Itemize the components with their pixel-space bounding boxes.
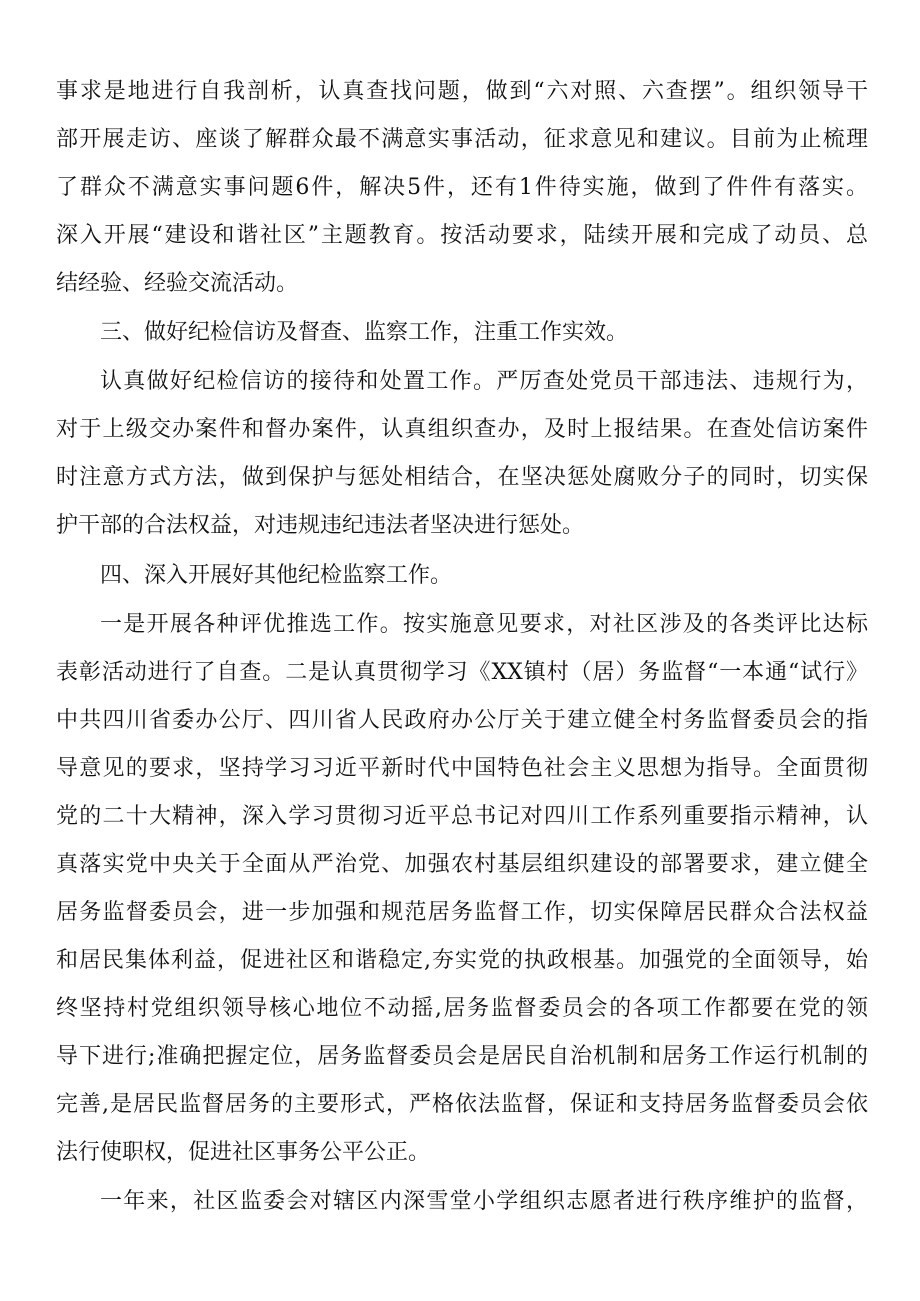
body-text-line: 结经验、经验交流活动。 <box>56 271 299 296</box>
body-text-line: 部开展走访、座谈了解群众最不满意实事活动，征求意见和建议。目前为止梳理 <box>56 127 868 152</box>
section-heading-3: 三、做好纪检信访及督查、监察工作，注重工作实效。 <box>100 320 629 345</box>
body-text-line: 法行使职权，促进社区事务公平公正。 <box>56 1140 431 1165</box>
body-text-line: 对于上级交办案件和督办案件，认真组织查办，及时上报结果。在查处信访案件 <box>56 417 868 442</box>
body-text-line: 和居民集体利益，促进社区和谐稳定,夯实党的执政根基。加强党的全面领导，始 <box>56 948 868 973</box>
body-text-line: 真落实党中央关于全面从严治党、加强农村基层组织建设的部署要求，建立健全 <box>56 852 868 877</box>
body-text-line: 居务监督委员会，进一步加强和规范居务监督工作，切实保障居民群众合法权益 <box>56 900 868 925</box>
body-text-line: 导下进行;准确把握定位，居务监督委员会是居民自治机制和居务工作运行机制的 <box>56 1044 868 1069</box>
body-text-line: 中共四川省委办公厅、四川省人民政府办公厅关于建立健全村务监督委员会的指 <box>56 708 868 733</box>
section-heading-4: 四、深入开展好其他纪检监察工作。 <box>100 563 453 588</box>
body-text-line: 时注意方式方法，做到保护与惩处相结合，在坚决惩处腐败分子的同时，切实保 <box>56 465 868 490</box>
body-text-line: 表彰活动进行了自查。二是认真贯彻学习《XX镇村（居）务监督“一本通“试行》 <box>56 660 868 685</box>
body-text-line: 护干部的合法权益，对违规违纪违法者坚决进行惩处。 <box>56 513 585 538</box>
body-text-line: 导意见的要求，坚持学习习近平新时代中国特色社会主义思想为指导。全面贯彻 <box>56 756 868 781</box>
body-text-line: 事求是地进行自我剖析，认真查找问题，做到“六对照、六查摆”。组织领导干 <box>56 79 868 104</box>
body-text-line: 终坚持村党组织领导核心地位不动摇,居务监督委员会的各项工作都要在党的领 <box>56 996 868 1021</box>
body-text-line: 一年来，社区监委会对辖区内深雪堂小学组织志愿者进行秩序维护的监督， <box>100 1189 868 1214</box>
body-text-line: 深入开展“建设和谐社区”主题教育。按活动要求，陆续开展和完成了动员、总 <box>56 223 868 248</box>
body-text-line: 认真做好纪检信访的接待和处置工作。严厉查处党员干部违法、违规行为， <box>100 369 868 394</box>
body-text-line: 一是开展各种评优推选工作。按实施意见要求，对社区涉及的各类评比达标 <box>100 612 868 637</box>
body-text-line: 完善,是居民监督居务的主要形式，严格依法监督，保证和支持居务监督委员会依 <box>56 1092 868 1117</box>
body-text-line: 党的二十大精神，深入学习贯彻习近平总书记对四川工作系列重要指示精神，认 <box>56 804 868 829</box>
body-text-line: 了群众不满意实事问题6件，解决5件，还有1件待实施，做到了件件有落实。 <box>56 175 868 200</box>
